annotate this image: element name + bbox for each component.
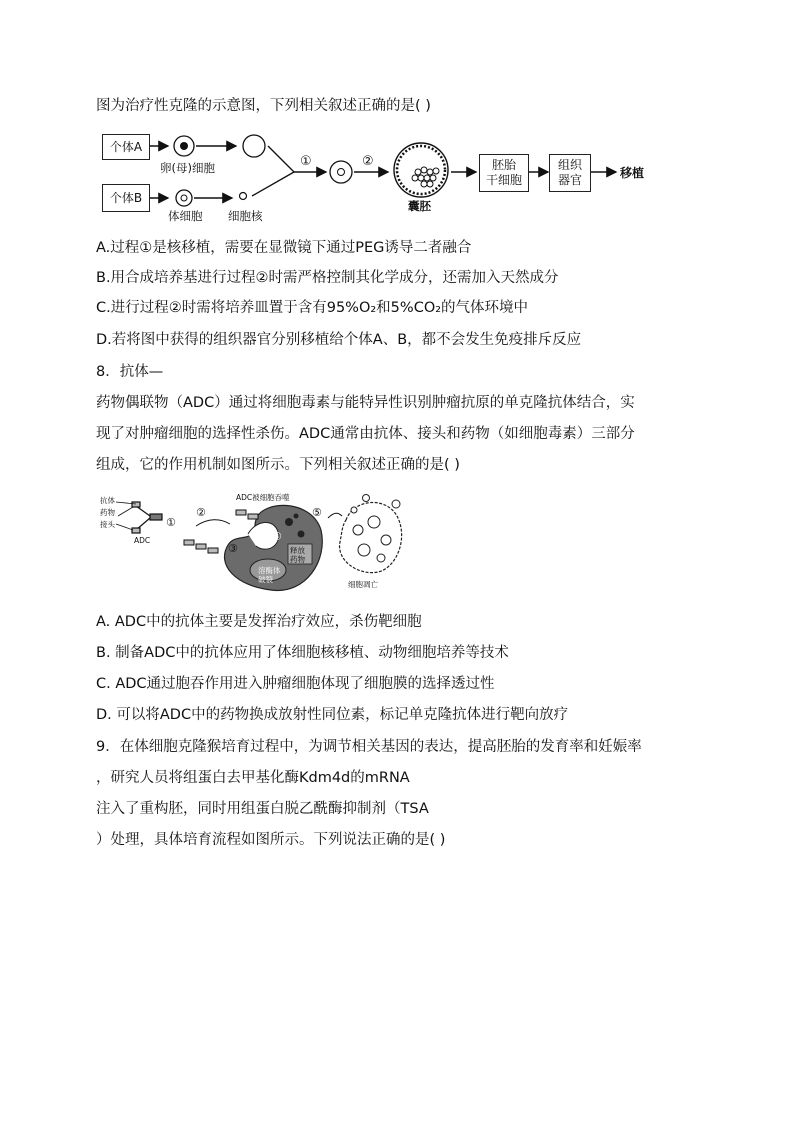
step4-circle: ④ [272, 530, 282, 543]
q7-option-b: B.用合成培养基进行过程②时需严格控制其化学成分，还需加入天然成分 [96, 270, 559, 286]
stem-cell-box: 胚胎 干细胞 [479, 154, 529, 192]
engulfed-label: ADC被细胞吞噬 [236, 493, 290, 502]
organ-box: 组织 器官 [549, 154, 591, 192]
adc-label: ADC [134, 536, 151, 545]
q9-line-4: ）处理，具体培育流程如图所示。下列说法正确的是( ) [96, 832, 446, 848]
antibody-label: 抗体 [100, 496, 115, 505]
step2-label: ② [362, 154, 374, 169]
apoptotic-cell-icon [340, 495, 402, 573]
q8-option-c: C. ADC通过胞吞作用进入肿瘤细胞体现了细胞膜的选择透过性 [96, 676, 495, 692]
nucleus-label: 细胞核 [228, 209, 263, 223]
blastocyst-icon [394, 143, 448, 197]
q9-line-1: 9．在体细胞克隆猴培育过程中，为调节相关基因的表达，提高胚胎的发育率和妊娠率 [96, 739, 642, 755]
q7-option-c: C.进行过程②时需将培养皿置于含有95%O₂和5%CO₂的气体环境中 [96, 300, 529, 316]
q8-stem-line-2: 现了对肿瘤细胞的选择性杀伤。ADC通常由抗体、接头和药物（如细胞毒素）三部分 [96, 426, 635, 442]
q8-option-b: B. 制备ADC中的抗体应用了体细胞核移植、动物细胞培养等技术 [96, 645, 509, 661]
q8-option-d: D. 可以将ADC中的药物换成放射性同位素，标记单克隆抗体进行靶向放疗 [96, 707, 569, 723]
somatic-cell-label: 体细胞 [168, 209, 203, 223]
q8-heading: 8．抗体— [96, 364, 164, 380]
q7-cloning-diagram [96, 126, 656, 226]
transplant-label: 移植 [620, 166, 645, 180]
individual-a-box: 个体A [102, 134, 150, 160]
nucleus-icon [240, 193, 247, 200]
egg-cell-label: 卵(母)细胞 [160, 161, 215, 175]
q9-line-2: ，研究人员将组蛋白去甲基化酶Kdm4d的mRNA [96, 770, 410, 786]
step5-circle: ⑤ [312, 506, 322, 519]
drug-label: 药物 [100, 508, 115, 517]
q7-option-d: D.若将图中获得的组织器官分别移植给个体A、B，都不会发生免疫排斥反应 [96, 332, 582, 348]
q7-stem: 图为治疗性克隆的示意图，下列相关叙述正确的是( ) [96, 98, 431, 114]
step1-label: ① [300, 154, 312, 169]
q9-line-3: 注入了重构胚，同时用组蛋白脱乙酰酶抑制剂（TSA [96, 801, 429, 817]
q7-option-a: A.过程①是核移植，需要在显微镜下通过PEG诱导二者融合 [96, 240, 472, 256]
step3-circle: ③ [228, 542, 238, 555]
q8-adc-diagram [96, 490, 406, 600]
q8-stem-line-1: 药物偶联物（ADC）通过将细胞毒素与能特异性识别肿瘤抗原的单克隆抗体结合，实 [96, 395, 635, 411]
release-label: 释放 药物 [290, 546, 305, 564]
individual-b-box: 个体B [102, 184, 150, 212]
q8-stem-line-3: 组成，它的作用机制如图所示。下列相关叙述正确的是( ) [96, 457, 460, 473]
q8-option-a: A. ADC中的抗体主要是发挥治疗效应，杀伤靶细胞 [96, 614, 422, 630]
step1-circle: ① [166, 516, 176, 529]
lysosome-label: 溶酶体 破裂 [258, 566, 281, 584]
linker-label: 接头 [100, 520, 115, 529]
step2-circle: ② [196, 506, 206, 519]
enucleated-egg-icon [243, 135, 265, 157]
blastocyst-label: 囊胚 [408, 199, 431, 213]
apoptosis-label: 细胞凋亡 [348, 580, 378, 589]
adc-molecule-icon [132, 502, 162, 533]
